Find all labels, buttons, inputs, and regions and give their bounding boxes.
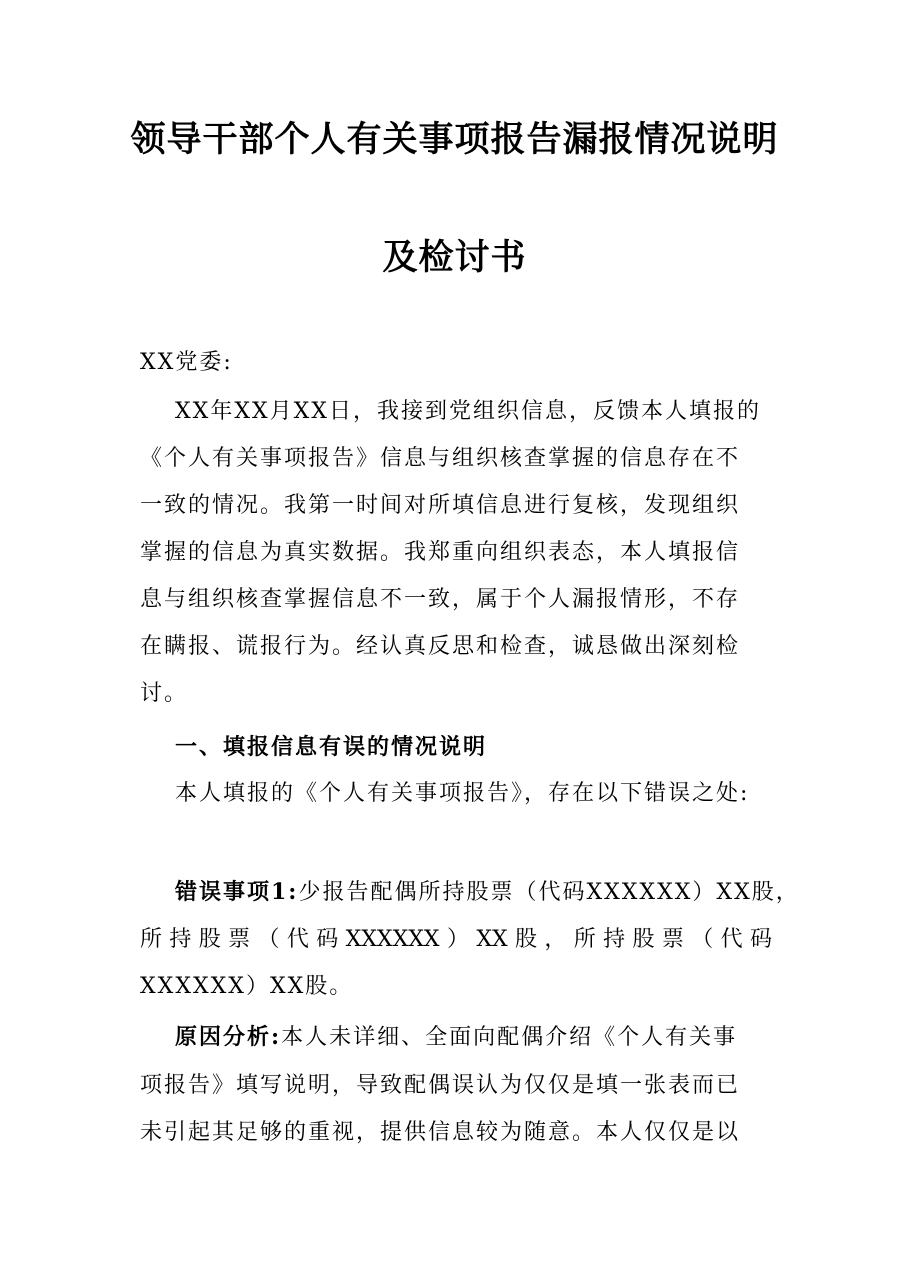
reason-line: 未引起其足够的重视，提供信息较为随意。本人仅仅是以 [140, 1120, 741, 1145]
intro-line: 息与组织核查掌握信息不一致，属于个人漏报情形，不存 [140, 587, 741, 612]
error-item-text: 少报告配偶所持股票（代码XXXXXX）XX股， [298, 880, 800, 905]
intro-line: 讨。 [140, 681, 189, 706]
intro-line: 在瞒报、谎报行为。经认真反思和检查，诚恳做出深刻检 [140, 634, 741, 659]
section-1-heading: 一、填报信息有误的情况说明 [175, 734, 488, 760]
error-item-line: 所持股票（代码XXXXXX）XX股，所持股票（代码 [140, 927, 772, 952]
document-title-line-2: 及检讨书 [382, 237, 527, 278]
section-1-intro: 本人填报的《个人有关事项报告》，存在以下错误之处: [175, 781, 750, 806]
document-title-line-1: 领导干部个人有关事项报告漏报情况说明 [130, 119, 779, 160]
reason-text: 本人未详细、全面向配偶介绍《个人有关事 [281, 1025, 738, 1050]
intro-line: 一致的情况。我第一时间对所填信息进行复核，发现组织 [140, 493, 741, 518]
intro-line: 《个人有关事项报告》信息与组织核查掌握的信息存在不 [140, 446, 741, 471]
reason-analysis-line [175, 1022, 780, 1053]
error-item-1-line [175, 877, 815, 908]
salutation: XX党委: [140, 350, 233, 375]
intro-line: 掌握的信息为真实数据。我郑重向组织表态，本人填报信 [140, 540, 741, 565]
reason-label: 原因分析: [175, 1024, 282, 1050]
error-item-line: XXXXXX）XX股。 [140, 974, 354, 999]
error-item-label: 错误事项1: [175, 879, 299, 905]
intro-line: XX年XX月XX日，我接到党组织信息，反馈本人填报的 [175, 399, 761, 424]
reason-line: 项报告》填写说明，导致配偶误认为仅仅是填一张表而已 [140, 1073, 741, 1098]
